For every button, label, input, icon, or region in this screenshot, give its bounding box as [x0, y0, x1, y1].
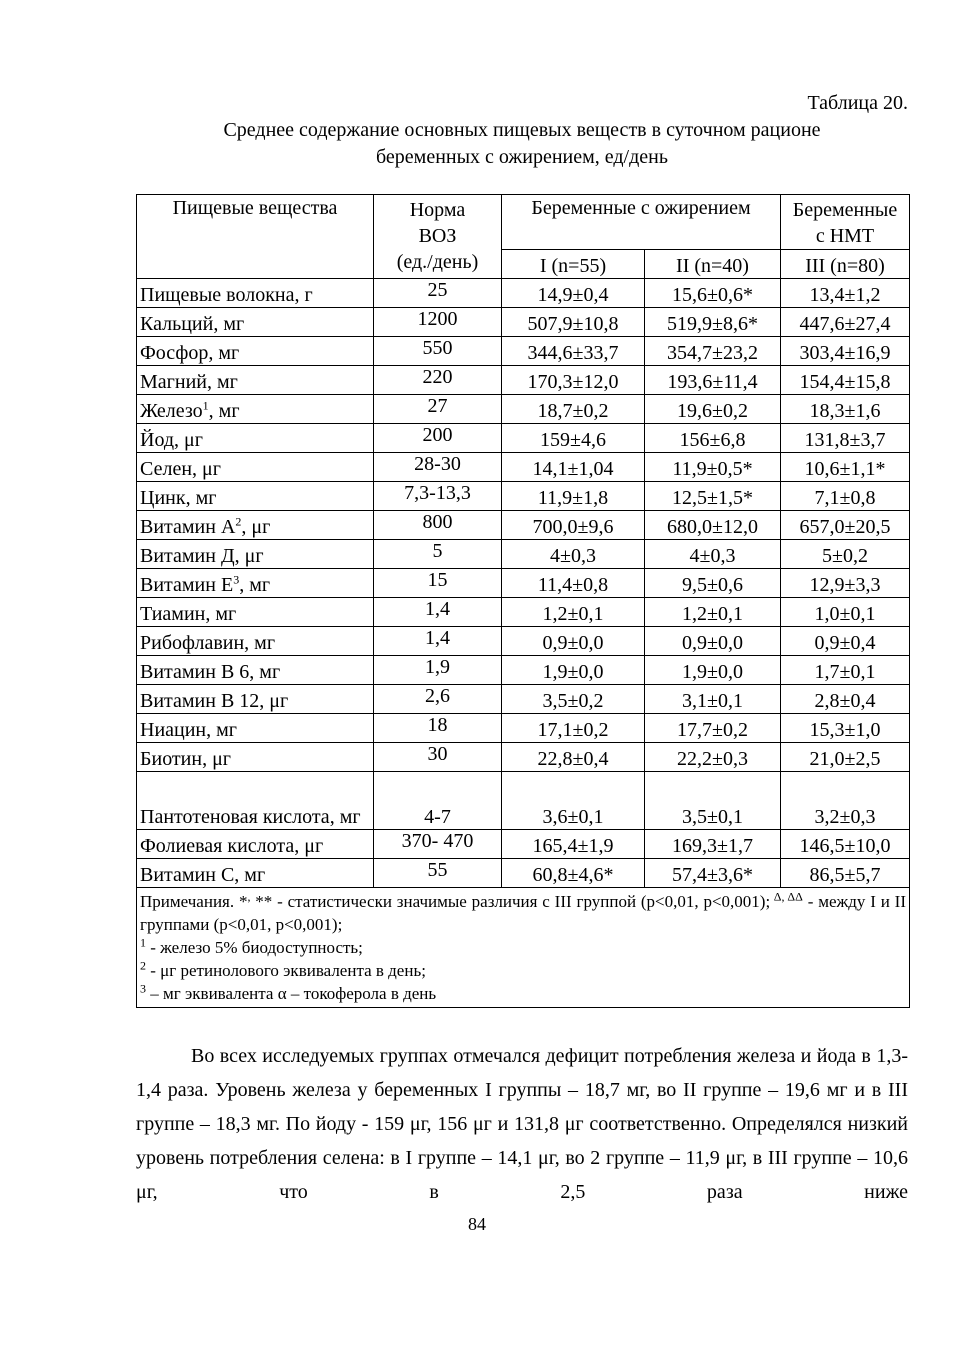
- substance-name: Витамин Д, μг: [140, 545, 264, 567]
- cell-substance: [137, 395, 374, 424]
- cell-norm: 4-7: [374, 772, 502, 830]
- notes-line-retinol: [140, 959, 906, 982]
- cell-group-2: 22,2±0,3: [645, 743, 781, 772]
- cell-substance: [137, 453, 374, 482]
- cell-group-3: 13,4±1,2: [781, 279, 910, 308]
- cell-substance: [137, 540, 374, 569]
- notes-text-b: ** - статистически значимые различия с III группой (р<0,01, р<0,001);: [250, 892, 771, 911]
- header-group-2: II (n=40): [645, 250, 781, 279]
- cell-substance: [137, 830, 374, 859]
- cell-group-1: 22,8±0,4: [502, 743, 645, 772]
- cell-group-2: 11,9±0,5*: [645, 453, 781, 482]
- table-number: Таблица 20.: [807, 92, 908, 114]
- substance-name: Пантотеновая кислота, мг: [140, 806, 361, 828]
- header-norm-line-3: (ед./день): [396, 251, 479, 273]
- substance-unit: , μг: [241, 516, 271, 538]
- table-row: [137, 511, 910, 540]
- cell-group-3: 303,4±16,9: [781, 337, 910, 366]
- table-row: [137, 453, 910, 482]
- nutrients-table: [136, 194, 910, 1008]
- substance-name: Витамин С, мг: [140, 864, 266, 886]
- table-row: [137, 366, 910, 395]
- cell-norm: 2,6: [374, 685, 502, 714]
- cell-group-3: 154,4±15,8: [781, 366, 910, 395]
- notes-sup-b: Δ, ΔΔ: [770, 889, 803, 904]
- substance-name: Пищевые волокна, г: [140, 284, 313, 306]
- cell-group-2: 17,7±0,2: [645, 714, 781, 743]
- cell-substance: [137, 569, 374, 598]
- cell-norm: 370- 470: [374, 830, 502, 859]
- cell-norm: 28-30: [374, 453, 502, 482]
- cell-group-1: 1,9±0,0: [502, 656, 645, 685]
- cell-norm: 27: [374, 395, 502, 424]
- table-row: [137, 772, 910, 830]
- notes-iron: - железо 5% биодоступность;: [146, 938, 363, 957]
- table-title: [136, 117, 908, 171]
- notes-line-tocopherol: [140, 982, 906, 1005]
- cell-substance: [137, 743, 374, 772]
- cell-substance: [137, 598, 374, 627]
- substance-unit: , мг: [208, 400, 240, 422]
- cell-group-2: 9,5±0,6: [645, 569, 781, 598]
- cell-group-2: 1,2±0,1: [645, 598, 781, 627]
- cell-norm: 15: [374, 569, 502, 598]
- cell-group-1: 1,2±0,1: [502, 598, 645, 627]
- substance-name: Йод, μг: [140, 429, 203, 451]
- substance-name: Витамин Е: [140, 574, 234, 596]
- cell-group-2: 680,0±12,0: [645, 511, 781, 540]
- cell-norm: 220: [374, 366, 502, 395]
- substance-name: Биотин, μг: [140, 748, 231, 770]
- table-row: [137, 830, 910, 859]
- substance-name: Железо: [140, 400, 203, 422]
- header-nmt-line-1: Беременные: [792, 199, 898, 221]
- cell-group-1: 18,7±0,2: [502, 395, 645, 424]
- cell-norm: 5: [374, 540, 502, 569]
- cell-group-2: 3,1±0,1: [645, 685, 781, 714]
- cell-group-1: 14,9±0,4: [502, 279, 645, 308]
- cell-group-2: 1,9±0,0: [645, 656, 781, 685]
- substance-name: Тиамин, мг: [140, 603, 237, 625]
- cell-substance: [137, 859, 374, 888]
- notes-sup-2: 2: [140, 958, 146, 973]
- table-row: [137, 685, 910, 714]
- cell-group-1: 3,6±0,1: [502, 772, 645, 830]
- cell-group-1: 3,5±0,2: [502, 685, 645, 714]
- table-row: [137, 569, 910, 598]
- cell-group-1: 700,0±9,6: [502, 511, 645, 540]
- header-norm: [374, 195, 502, 279]
- substance-name: Витамин В 6, мг: [140, 661, 281, 683]
- cell-substance: [137, 424, 374, 453]
- cell-substance: [137, 714, 374, 743]
- cell-group-3: 3,2±0,3: [781, 772, 910, 830]
- notes-sup-3: 3: [140, 981, 146, 996]
- cell-group-3: 18,3±1,6: [781, 395, 910, 424]
- cell-group-1: 11,9±1,8: [502, 482, 645, 511]
- substance-name: Кальций, мг: [140, 313, 245, 335]
- cell-norm: 7,3-13,3: [374, 482, 502, 511]
- notes-row: [137, 888, 910, 1008]
- notes-sup-a: ,: [247, 889, 251, 904]
- table-row: [137, 482, 910, 511]
- header-row-1: [137, 195, 910, 250]
- cell-substance: [137, 772, 374, 830]
- header-substance: Пищевые вещества: [137, 195, 374, 279]
- substance-footnote-mark: 3: [233, 572, 240, 587]
- header-nmt-line-2: с НМТ: [815, 225, 875, 247]
- cell-group-3: 5±0,2: [781, 540, 910, 569]
- substance-name: Фосфор, мг: [140, 342, 240, 364]
- cell-group-2: 519,9±8,6*: [645, 308, 781, 337]
- substance-unit: , мг: [239, 574, 271, 596]
- cell-norm: 800: [374, 511, 502, 540]
- cell-group-1: 0,9±0,0: [502, 627, 645, 656]
- cell-group-2: 15,6±0,6*: [645, 279, 781, 308]
- cell-group-3: 86,5±5,7: [781, 859, 910, 888]
- cell-group-3: 1,0±0,1: [781, 598, 910, 627]
- cell-group-2: 169,3±1,7: [645, 830, 781, 859]
- notes-cell: [137, 888, 910, 1008]
- cell-norm: 18: [374, 714, 502, 743]
- cell-group-3: 10,6±1,1*: [781, 453, 910, 482]
- notes-tocopherol: – мг эквивалента α – токоферола в день: [146, 984, 437, 1003]
- cell-norm: 1,4: [374, 598, 502, 627]
- cell-group-1: 17,1±0,2: [502, 714, 645, 743]
- cell-group-2: 19,6±0,2: [645, 395, 781, 424]
- table-row: [137, 714, 910, 743]
- cell-group-2: 156±6,8: [645, 424, 781, 453]
- header-norm-line-2: ВОЗ: [418, 225, 457, 247]
- table-title-line-1: Среднее содержание основных пищевых веществ в суточном рационе: [223, 119, 821, 141]
- cell-group-2: 4±0,3: [645, 540, 781, 569]
- cell-group-2: 0,9±0,0: [645, 627, 781, 656]
- cell-substance: [137, 366, 374, 395]
- cell-group-2: 57,4±3,6*: [645, 859, 781, 888]
- cell-group-1: 14,1±1,04: [502, 453, 645, 482]
- table-title-line-2: беременных с ожирением, ед/день: [376, 146, 668, 168]
- substance-footnote-mark: 1: [202, 398, 209, 413]
- cell-substance: [137, 511, 374, 540]
- body-text: [136, 1039, 908, 1209]
- cell-substance: [137, 337, 374, 366]
- substance-name: Витамин А: [140, 516, 236, 538]
- cell-norm: 30: [374, 743, 502, 772]
- notes-line-1: [140, 890, 906, 936]
- cell-norm: 1200: [374, 308, 502, 337]
- header-obese: Беременные с ожирением: [502, 195, 781, 250]
- cell-group-2: 3,5±0,1: [645, 772, 781, 830]
- header-norm-line-1: Норма: [409, 199, 466, 221]
- cell-group-1: 344,6±33,7: [502, 337, 645, 366]
- cell-group-3: 131,8±3,7: [781, 424, 910, 453]
- cell-group-3: 0,9±0,4: [781, 627, 910, 656]
- cell-norm: 200: [374, 424, 502, 453]
- cell-norm: 25: [374, 279, 502, 308]
- cell-substance: [137, 685, 374, 714]
- cell-group-3: 7,1±0,8: [781, 482, 910, 511]
- cell-group-2: 12,5±1,5*: [645, 482, 781, 511]
- cell-norm: 550: [374, 337, 502, 366]
- cell-group-1: 11,4±0,8: [502, 569, 645, 598]
- body-paragraph: Во всех исследуемых группах отмечался дефицит потребления железа и йода в 1,3-1,4 раза. Уровень железа у беременных I группы – 18,7 мг, во II группе – 19,6 мг и в III группе – 18,3 мг. По йоду - 159 μг, 156 μг и 131,8 μг соответственно. Определялся низкий уровень потребления селена: в I группе – 14,1 μг, во 2 группе – 11,9 μг, в III группе – 10,6 μг, что в 2,5 раза ниже: [136, 1045, 908, 1203]
- cell-norm: 1,9: [374, 656, 502, 685]
- substance-footnote-mark: 2: [235, 514, 242, 529]
- substance-name: Магний, мг: [140, 371, 238, 393]
- header-group-1: I (n=55): [502, 250, 645, 279]
- cell-norm: 1,4: [374, 627, 502, 656]
- page-number: 84: [468, 1214, 486, 1234]
- cell-group-3: 146,5±10,0: [781, 830, 910, 859]
- cell-group-1: 159±4,6: [502, 424, 645, 453]
- notes-text-c: - между I и II группами (р<0,01, р<0,001);: [140, 892, 906, 934]
- cell-group-3: 2,8±0,4: [781, 685, 910, 714]
- table-row: [137, 395, 910, 424]
- table-row: [137, 598, 910, 627]
- substance-name: Селен, μг: [140, 458, 221, 480]
- cell-group-2: 193,6±11,4: [645, 366, 781, 395]
- cell-group-1: 60,8±4,6*: [502, 859, 645, 888]
- cell-group-3: 447,6±27,4: [781, 308, 910, 337]
- substance-name: Витамин В 12, μг: [140, 690, 289, 712]
- substance-name: Цинк, мг: [140, 487, 217, 509]
- table-row: [137, 279, 910, 308]
- cell-norm: 55: [374, 859, 502, 888]
- header-nmt: [781, 195, 910, 250]
- substance-name: Фолиевая кислота, μг: [140, 835, 324, 857]
- notes-text-a: Примечания. *: [140, 892, 248, 911]
- table-row: [137, 424, 910, 453]
- cell-substance: [137, 656, 374, 685]
- table-row: [137, 308, 910, 337]
- notes-retinol: - μг ретинолового эквивалента в день;: [146, 961, 426, 980]
- cell-group-3: 12,9±3,3: [781, 569, 910, 598]
- cell-substance: [137, 308, 374, 337]
- notes-sup-1: 1: [140, 935, 146, 950]
- table-row: [137, 337, 910, 366]
- cell-substance: [137, 627, 374, 656]
- cell-group-3: 21,0±2,5: [781, 743, 910, 772]
- table-row: [137, 540, 910, 569]
- substance-name: Ниацин, мг: [140, 719, 237, 741]
- cell-substance: [137, 482, 374, 511]
- notes-line-iron: [140, 936, 906, 959]
- table-row: [137, 656, 910, 685]
- cell-group-3: 657,0±20,5: [781, 511, 910, 540]
- cell-group-3: 1,7±0,1: [781, 656, 910, 685]
- table-row: [137, 859, 910, 888]
- cell-group-1: 507,9±10,8: [502, 308, 645, 337]
- cell-substance: [137, 279, 374, 308]
- table-row: [137, 627, 910, 656]
- cell-group-1: 165,4±1,9: [502, 830, 645, 859]
- cell-group-1: 4±0,3: [502, 540, 645, 569]
- cell-group-3: 15,3±1,0: [781, 714, 910, 743]
- cell-group-1: 170,3±12,0: [502, 366, 645, 395]
- substance-name: Рибофлавин, мг: [140, 632, 276, 654]
- cell-group-2: 354,7±23,2: [645, 337, 781, 366]
- table-row: [137, 743, 910, 772]
- header-group-3: III (n=80): [781, 250, 910, 279]
